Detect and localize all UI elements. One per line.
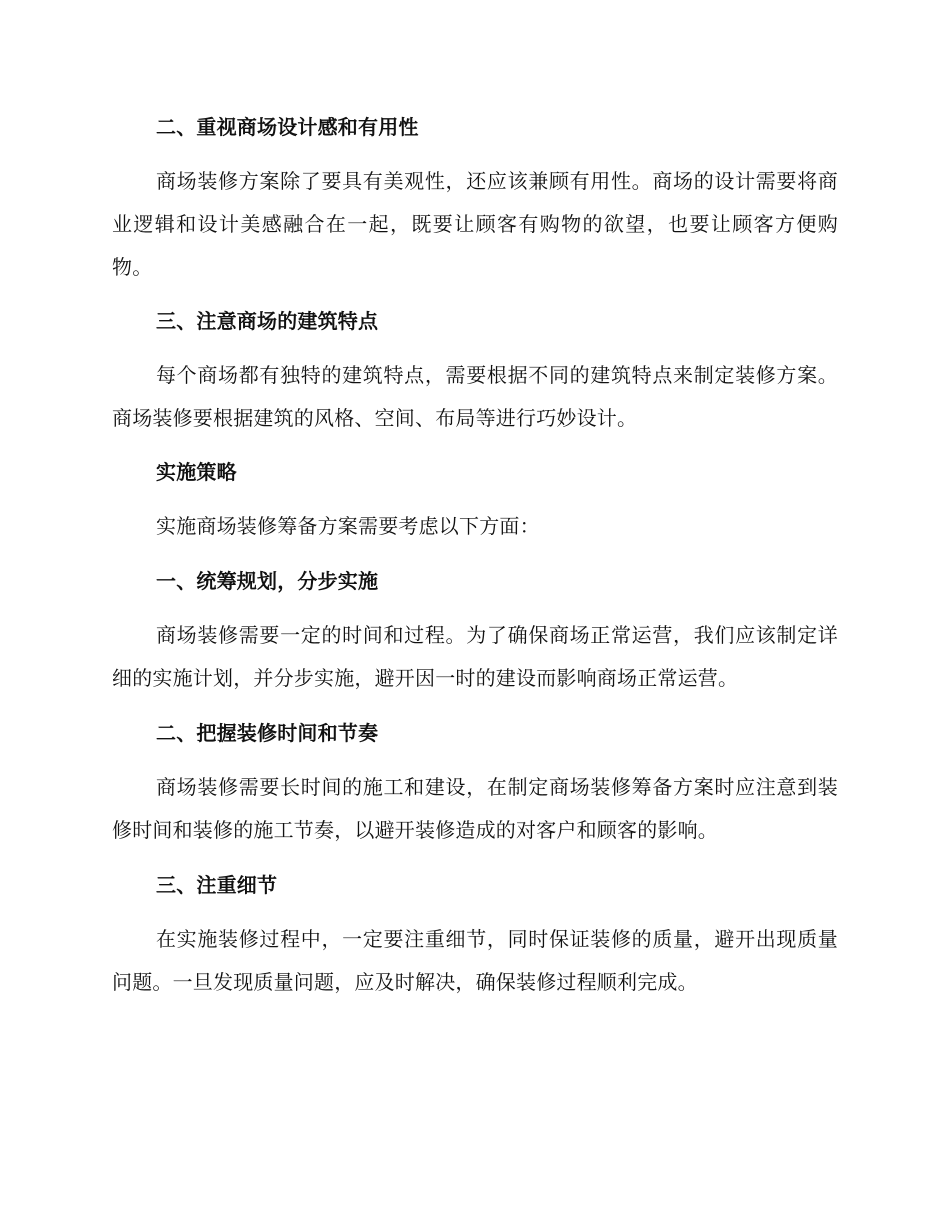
paragraph-building-features: 每个商场都有独特的建筑特点，需要根据不同的建筑特点来制定装修方案。商场装修要根据建筑的风格、空间、布局等进行巧妙设计。 xyxy=(112,363,838,430)
paragraph-overall-planning: 商场装修需要一定的时间和过程。为了确保商场正常运营，我们应该制定详细的实施计划，并分步实施，避开因一时的建设而影响商场正常运营。 xyxy=(112,623,838,690)
section-heading-building-features: 三、注意商场的建筑特点 xyxy=(156,309,379,333)
section-heading-design-usefulness: 二、重视商场设计感和有用性 xyxy=(156,115,419,139)
section-heading-overall-planning: 一、统筹规划，分步实施 xyxy=(156,569,379,593)
section-heading-timing-pace: 二、把握装修时间和节奏 xyxy=(156,721,379,745)
section-heading-implementation-strategy: 实施策略 xyxy=(156,460,237,484)
section-heading-attention-details: 三、注重细节 xyxy=(156,873,278,897)
paragraph-timing-pace: 商场装修需要长时间的施工和建设，在制定商场装修筹备方案时应注意到装修时间和装修的施工节奏，以避开装修造成的对客户和顾客的影响。 xyxy=(112,775,838,842)
paragraph-implementation-intro: 实施商场装修筹备方案需要考虑以下方面： xyxy=(156,514,540,538)
paragraph-attention-details: 在实施装修过程中，一定要注重细节，同时保证装修的质量，避开出现质量问题。一旦发现质量问题，应及时解决，确保装修过程顺利完成。 xyxy=(112,927,838,994)
paragraph-design-usefulness: 商场装修方案除了要具有美观性，还应该兼顾有用性。商场的设计需要将商业逻辑和设计美感融合在一起，既要让顾客有购物的欲望，也要让顾客方便购物。 xyxy=(112,169,838,279)
